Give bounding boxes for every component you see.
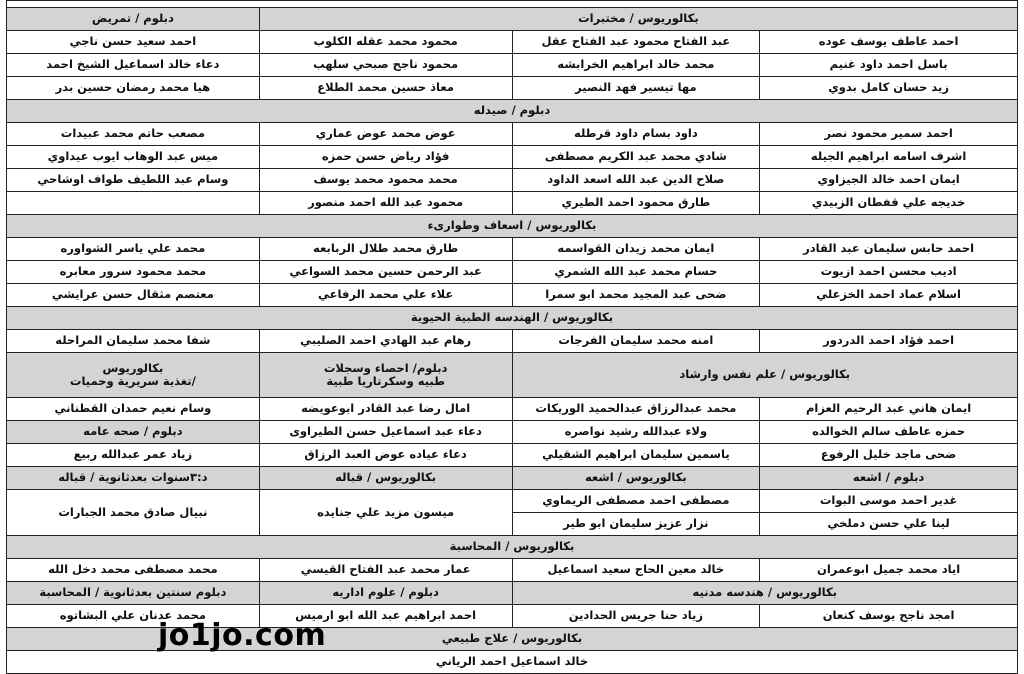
name-cell: ايمان هاني عبد الرحيم العزام — [760, 398, 1018, 421]
section-header-line: بكالوريوس — [102, 360, 164, 375]
name-cell: حمزه عاطف سالم الخوالده — [760, 421, 1018, 444]
name-cell: صلاح الدين عبد الله اسعد الداود — [512, 169, 760, 192]
name-cell: حسام محمد عبد الله الشمري — [512, 261, 760, 284]
name-cell: عمار محمد عبد الفتاح القيسي — [259, 559, 512, 582]
section-header: بكالوريوس / اسعاف وطوارىء — [7, 215, 1018, 238]
section-header — [7, 353, 260, 398]
name-cell: اسلام عماد احمد الخزعلي — [760, 284, 1018, 307]
name-cell: نزار عزيز سليمان ابو طير — [512, 513, 760, 536]
name-cell: علاء علي محمد الرفاعي — [259, 284, 512, 307]
name-cell: احمد عاطف يوسف عوده — [760, 31, 1018, 54]
name-cell: دعاء عبد اسماعيل حسن الطيراوى — [259, 421, 512, 444]
table-row — [7, 192, 1018, 215]
name-cell: مها تيسير فهد النصير — [512, 77, 760, 100]
name-cell: دعاء خالد اسماعيل الشيخ احمد — [7, 54, 260, 77]
name-cell: طارق محمود احمد الطيري — [512, 192, 760, 215]
table-row — [7, 559, 1018, 582]
name-cell: زياد حنا جريس الحدادين — [512, 605, 760, 628]
header-row — [7, 8, 1018, 31]
name-cell: ولاء عبدالله رشيد نواصره — [512, 421, 760, 444]
name-cell: ضحى ماجد خليل الرفوع — [760, 444, 1018, 467]
section-header: د:٣سنوات بعدثانوية / قباله — [7, 467, 260, 490]
name-cell: احمد ابراهيم عبد الله ابو ارميس — [259, 605, 512, 628]
name-cell: احمد سعيد حسن ناجي — [7, 31, 260, 54]
name-cell: مصعب حاتم محمد عبيدات — [7, 123, 260, 146]
name-cell: محمد خالد ابراهيم الخرابشه — [512, 54, 760, 77]
name-cell: لينا علي حسن دملخي — [760, 513, 1018, 536]
name-cell: غدير احمد موسى البوات — [760, 490, 1018, 513]
section-header: بكالوريوس / مختبرات — [259, 8, 1017, 31]
section-row — [7, 215, 1018, 238]
name-cell: محمد محمود سرور معابره — [7, 261, 260, 284]
table-row — [7, 123, 1018, 146]
name-cell: محمد محمود محمد يوسف — [259, 169, 512, 192]
name-cell: دعاء عياده عوض العبد الرزاق — [259, 444, 512, 467]
name-cell: ياسمين سليمان ابراهيم الشقيلي — [512, 444, 760, 467]
name-cell: اديب محسن احمد ازيوت — [760, 261, 1018, 284]
section-row — [7, 307, 1018, 330]
table-row — [7, 444, 1018, 467]
name-cell: امجد ناجح يوسف كنعان — [760, 605, 1018, 628]
section-header: بكالوريوس / علم نفس وارشاد — [512, 353, 1017, 398]
section-header-line: /تغذية سريرية وحميات — [69, 374, 196, 388]
name-cell: ايمان محمد زيدان القواسمه — [512, 238, 760, 261]
section-row — [7, 100, 1018, 123]
section-header: دبلوم / صحه عامه — [7, 421, 260, 444]
name-cell: طارق محمد طلال الربابعه — [259, 238, 512, 261]
name-cell: زيد حسان كامل بدوي — [760, 77, 1018, 100]
name-cell: فؤاد رياض حسن حمزه — [259, 146, 512, 169]
name-cell: داود بسام داود قرطله — [512, 123, 760, 146]
section-row — [7, 467, 1018, 490]
section-row — [7, 353, 1018, 398]
name-cell: شادي محمد عبد الكريم مصطفى — [512, 146, 760, 169]
name-cell: عبد الرحمن حسين محمد السواعي — [259, 261, 512, 284]
section-header: بكالوريوس / قباله — [259, 467, 512, 490]
name-cell: وسام عبد اللطيف طواف اوشاحي — [7, 169, 260, 192]
name-cell: امنه محمد سليمان الفرجات — [512, 330, 760, 353]
section-header: بكالوريوس / المحاسبة — [7, 536, 1018, 559]
name-cell: هيا محمد رمضان حسين بدر — [7, 77, 260, 100]
table-row — [7, 398, 1018, 421]
table-row — [7, 284, 1018, 307]
name-cell: محمد عدنان علي البشاتوه — [7, 605, 260, 628]
name-cell: محمد عبدالرزاق عبدالحميد الوريكات — [512, 398, 760, 421]
name-cell: محمود ناجح صبحي سلهب — [259, 54, 512, 77]
table-row — [7, 169, 1018, 192]
name-cell: معتصم مثقال حسن عرايشي — [7, 284, 260, 307]
section-header: دبلوم / صيدله — [7, 100, 1018, 123]
table-row — [7, 651, 1018, 674]
name-cell: ميس عبد الوهاب ايوب عيداوي — [7, 146, 260, 169]
table-row — [7, 421, 1018, 444]
name-cell: رهام عبد الهادي احمد الصليبي — [259, 330, 512, 353]
name-cell: محمود محمد عقله الكلوب — [259, 31, 512, 54]
name-cell: مصطفى احمد مصطفى الريماوي — [512, 490, 760, 513]
name-cell: اياد محمد جميل ابوعمران — [760, 559, 1018, 582]
section-header: بكالوريوس / هندسه مدنيه — [512, 582, 1017, 605]
name-cell: خديجه علي قفطان الزبيدي — [760, 192, 1018, 215]
section-header: دبلوم / اشعه — [760, 467, 1018, 490]
site-watermark: jo1jo.com — [158, 618, 327, 653]
name-cell: محمد علي ياسر الشواوره — [7, 238, 260, 261]
table-row — [7, 490, 1018, 513]
names-table — [6, 0, 1018, 674]
section-header: دبلوم / تمريض — [7, 8, 260, 31]
section-header: دبلوم / علوم اداريه — [259, 582, 512, 605]
name-cell: محمود عبد الله احمد منصور — [259, 192, 512, 215]
table-row — [7, 330, 1018, 353]
name-cell: ضحى عبد المجيد محمد ابو سمرا — [512, 284, 760, 307]
name-cell: شفا محمد سليمان المراحله — [7, 330, 260, 353]
name-cell: معاذ حسين محمد الطلاع — [259, 77, 512, 100]
name-cell: احمد حابس سليمان عبد القادر — [760, 238, 1018, 261]
table-row — [7, 146, 1018, 169]
section-header: بكالوريوس / الهندسه الطبية الحيوية — [7, 307, 1018, 330]
name-cell: ميسون مزيد علي جنايده — [259, 490, 512, 536]
table-row — [7, 31, 1018, 54]
section-header: دبلوم سنتين بعدثانوية / المحاسبة — [7, 582, 260, 605]
name-cell: احمد فؤاد احمد الدردور — [760, 330, 1018, 353]
name-cell: خالد اسماعيل احمد الرياني — [7, 651, 1018, 674]
section-header: بكالوريوس / علاج طبيعي — [7, 628, 1018, 651]
name-cell: ايمان احمد خالد الجيزاوي — [760, 169, 1018, 192]
section-row — [7, 536, 1018, 559]
name-cell: خالد معين الحاج سعيد اسماعيل — [512, 559, 760, 582]
name-cell: نبيال صادق محمد الجبارات — [7, 490, 260, 536]
name-cell: احمد سمير محمود نصر — [760, 123, 1018, 146]
name-cell: وسام نعيم حمدان القطناني — [7, 398, 260, 421]
table-row — [7, 261, 1018, 284]
table-row — [7, 77, 1018, 100]
name-cell: امال رضا عبد القادر ابوعويضه — [259, 398, 512, 421]
top-strip — [7, 1, 1018, 8]
table-row — [7, 238, 1018, 261]
name-cell: زياد عمر عبدالله ربيع — [7, 444, 260, 467]
section-row — [7, 582, 1018, 605]
name-cell: عبد الفتاح محمود عبد الفتاح عقل — [512, 31, 760, 54]
section-header — [259, 353, 512, 398]
section-header: بكالوريوس / اشعه — [512, 467, 760, 490]
name-cell: محمد مصطفى محمد دخل الله — [7, 559, 260, 582]
name-cell — [7, 192, 260, 215]
table-row — [7, 54, 1018, 77]
name-cell: اشرف اسامه ابراهيم الجيله — [760, 146, 1018, 169]
section-header-line: دبلوم/ احصاء وسجلات — [323, 360, 448, 375]
name-cell: عوض محمد عوض عماري — [259, 123, 512, 146]
section-header-line: طبيه وسكرتاريا طبية — [326, 374, 445, 388]
name-cell: باسل احمد داود غنيم — [760, 54, 1018, 77]
